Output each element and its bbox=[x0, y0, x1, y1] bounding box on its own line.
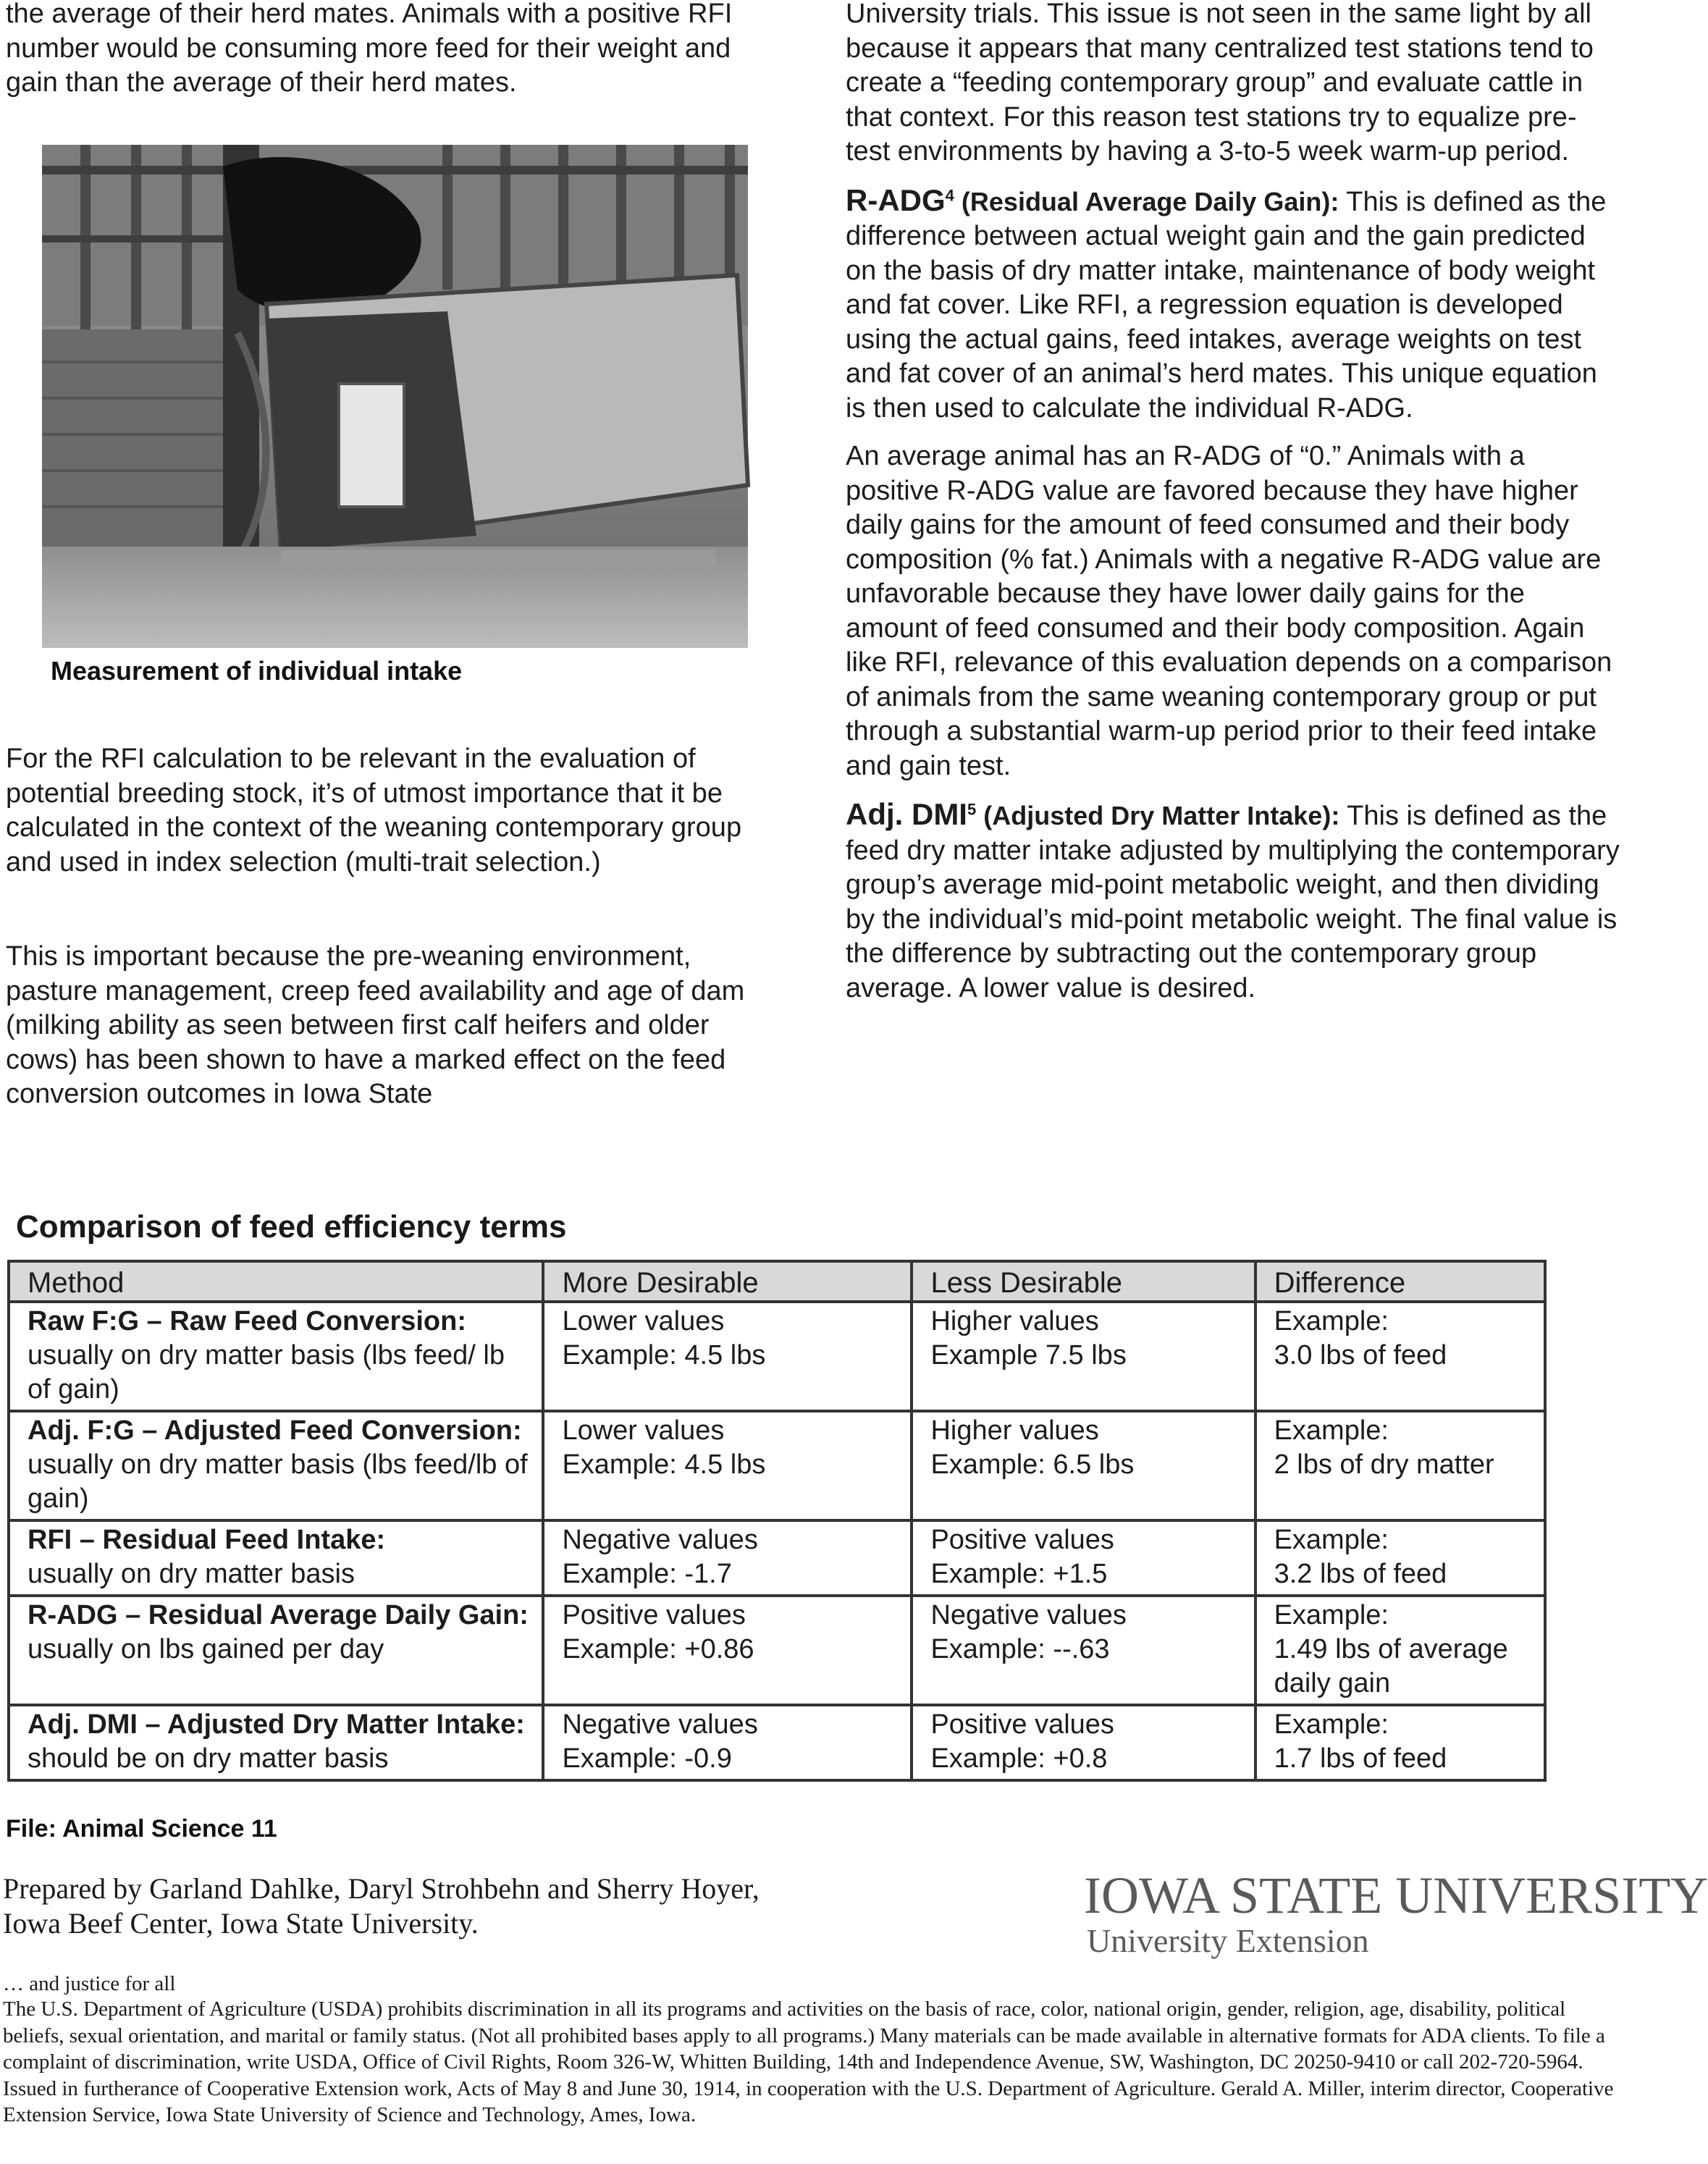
method-cell bbox=[9, 1596, 543, 1705]
logo-extension-name: University Extension bbox=[1087, 1922, 1369, 1959]
header-difference: Difference bbox=[1255, 1261, 1545, 1302]
less-desirable-value: Negative values bbox=[930, 1600, 1127, 1630]
file-label: File: Animal Science 11 bbox=[6, 1815, 277, 1843]
radg-definition-text: This is defined as the difference between actual weight gain and the gain predicted on the basis of dry matter intake, maintenance of body weight and fat cover. Like RFI, a regression equation is developed using the actual gains, feed intakes, average weights on test and fat cover of an animal’s herd mates. This unique equation is then used to calculate the individual R-ADG. bbox=[846, 186, 1607, 424]
less-desirable-value: Positive values bbox=[930, 1525, 1114, 1555]
more-desirable-example: Example: -0.9 bbox=[562, 1743, 732, 1774]
method-name: Adj. F:G – Adjusted Feed Conversion: bbox=[28, 1415, 522, 1446]
more-desirable-value: Negative values bbox=[562, 1525, 758, 1555]
more-desirable-cell bbox=[543, 1520, 912, 1596]
difference-cell bbox=[1255, 1520, 1545, 1596]
header-method: Method bbox=[9, 1261, 543, 1302]
difference-value: 1.7 lbs of feed bbox=[1274, 1743, 1447, 1774]
method-cell bbox=[9, 1705, 543, 1780]
rfi-relevance-paragraph: For the RFI calculation to be relevant in the evaluation of potential breeding stock, it’s of utmost importance that it be calculated in the context of the weaning contemporary group and used in index selection (multi-trait selection.) bbox=[6, 744, 742, 877]
difference-cell bbox=[1255, 1302, 1545, 1411]
prepared-by: Prepared by Garland Dahlke, Daryl Strohbehn and Sherry Hoyer, Iowa Beef Center, Iowa State University. bbox=[3, 1872, 760, 1940]
adj-dmi-term: Adj. DMI bbox=[846, 797, 967, 831]
method-name: RFI – Residual Feed Intake: bbox=[28, 1525, 386, 1555]
more-desirable-cell bbox=[543, 1705, 912, 1780]
method-name: R-ADG – Residual Average Daily Gain: bbox=[28, 1600, 529, 1630]
less-desirable-cell bbox=[912, 1302, 1255, 1411]
more-desirable-value: Lower values bbox=[562, 1306, 725, 1336]
less-desirable-value: Higher values bbox=[930, 1306, 1099, 1336]
right-continuation-paragraph: University trials. This issue is not seen in the same light by all because it appears that many centralized test stations tend to create a “feeding contemporary group” and evaluate cattle in that context. For this reason test stations try to equalize pre-test environments by having a 3-to-5 week warm-up period. bbox=[846, 0, 1594, 167]
difference-label: Example: bbox=[1274, 1525, 1389, 1555]
less-desirable-value: Positive values bbox=[930, 1709, 1114, 1740]
feeding-station-photo bbox=[42, 145, 748, 648]
method-note: usually on lbs gained per day bbox=[28, 1634, 384, 1664]
difference-value: 3.2 lbs of feed bbox=[1274, 1559, 1447, 1589]
header-less-desirable: Less Desirable bbox=[912, 1261, 1255, 1302]
less-desirable-example: Example 7.5 lbs bbox=[930, 1340, 1127, 1371]
more-desirable-example: Example: +0.86 bbox=[562, 1634, 754, 1664]
table-title: Comparison of feed efficiency terms bbox=[16, 1209, 567, 1245]
difference-value: 2 lbs of dry matter bbox=[1274, 1449, 1494, 1480]
justice-statement: … and justice for all bbox=[3, 1972, 176, 1995]
logo-university-name: IOWA STATE UNIVERSITY bbox=[1084, 1866, 1708, 1924]
less-desirable-value: Higher values bbox=[930, 1415, 1099, 1446]
difference-label: Example: bbox=[1274, 1306, 1389, 1336]
photo-caption: Measurement of individual intake bbox=[51, 656, 463, 686]
difference-value: 1.49 lbs of average daily gain bbox=[1274, 1634, 1508, 1698]
adj-dmi-term-expansion: (Adjusted Dry Matter Intake): bbox=[976, 801, 1340, 830]
difference-cell bbox=[1255, 1705, 1545, 1780]
radg-explanation-paragraph: An average animal has an R-ADG of “0.” Animals with a positive R-ADG value are favored because they have higher daily gains for the amount of feed consumed and their body composition (% fat.) Animals with a negative R-ADG value are unfavorable because they have lower daily gains for the amount of feed consumed and their body composition. Again like RFI, relevance of this evaluation depends on a comparison of animals from the same weaning contemporary group or put through a substantial warm-up period prior to their feed intake and gain test. bbox=[846, 441, 1612, 781]
less-desirable-example: Example: 6.5 lbs bbox=[930, 1449, 1135, 1480]
less-desirable-cell bbox=[912, 1596, 1255, 1705]
table-row bbox=[9, 1705, 1545, 1780]
iowa-state-university-extension-logo bbox=[1084, 1866, 1708, 1961]
method-note: usually on dry matter basis bbox=[28, 1559, 355, 1589]
method-note: usually on dry matter basis (lbs feed/ lb of gain) bbox=[28, 1340, 505, 1405]
more-desirable-example: Example: 4.5 lbs bbox=[562, 1449, 766, 1480]
table-row bbox=[9, 1520, 1545, 1596]
method-name: Adj. DMI – Adjusted Dry Matter Intake: bbox=[28, 1709, 525, 1740]
table-row bbox=[9, 1596, 1545, 1705]
radg-definition-paragraph bbox=[846, 183, 1620, 426]
less-desirable-cell bbox=[912, 1411, 1255, 1520]
less-desirable-cell bbox=[912, 1705, 1255, 1780]
header-more-desirable: More Desirable bbox=[543, 1261, 912, 1302]
more-desirable-cell bbox=[543, 1411, 912, 1520]
method-name: Raw F:G – Raw Feed Conversion: bbox=[28, 1306, 466, 1336]
more-desirable-value: Lower values bbox=[562, 1415, 725, 1446]
difference-cell bbox=[1255, 1411, 1545, 1520]
usda-nondiscrimination-statement: The U.S. Department of Agriculture (USDA) prohibits discrimination in all its programs and activities on the basis of race, color, national origin, gender, religion, age, disability, political beliefs, sexual orientation, and marital or family status. (Not all prohibited bases apply to all programs.) Many materials can be made available in alternative formats for ADA clients. To file a complaint of discrimination, write USDA, Office of Civil Rights, Room 326-W, Whitten Building, 14th and Independence Avenue, SW, Washington, DC 20250-9410 or call 202-720-5964. Issued in furtherance of Cooperative Extension work, Acts of May 8 and June 30, 1914, in cooperation with the U.S. Department of Agriculture. Gerald A. Miller, interim director, Cooperative Extension Service, Iowa State University of Science and Technology, Ames, Iowa. bbox=[3, 1997, 1614, 2126]
difference-value: 3.0 lbs of feed bbox=[1274, 1340, 1447, 1371]
method-cell bbox=[9, 1411, 543, 1520]
method-cell bbox=[9, 1520, 543, 1596]
more-desirable-value: Negative values bbox=[562, 1709, 758, 1740]
adj-dmi-definition-paragraph bbox=[846, 797, 1620, 1006]
less-desirable-example: Example: +0.8 bbox=[930, 1743, 1108, 1774]
method-note: should be on dry matter basis bbox=[28, 1743, 389, 1774]
left-column bbox=[6, 0, 762, 101]
difference-label: Example: bbox=[1274, 1709, 1389, 1740]
difference-label: Example: bbox=[1274, 1415, 1389, 1446]
table-row bbox=[9, 1302, 1545, 1411]
radg-term: R-ADG bbox=[846, 182, 946, 217]
difference-label: Example: bbox=[1274, 1600, 1389, 1630]
adj-dmi-footnote: 5 bbox=[967, 800, 977, 819]
more-desirable-example: Example: -1.7 bbox=[562, 1559, 732, 1589]
right-column bbox=[846, 0, 1620, 1006]
radg-term-expansion: (Residual Average Daily Gain): bbox=[954, 186, 1339, 216]
radg-footnote: 4 bbox=[945, 185, 954, 204]
more-desirable-cell bbox=[543, 1596, 912, 1705]
more-desirable-cell bbox=[543, 1302, 912, 1411]
comparison-table bbox=[7, 1260, 1547, 1782]
less-desirable-example: Example: +1.5 bbox=[930, 1559, 1108, 1589]
table-row bbox=[9, 1411, 1545, 1520]
less-desirable-example: Example: --.63 bbox=[930, 1634, 1110, 1664]
method-note: usually on dry matter basis (lbs feed/lb of gain) bbox=[28, 1449, 528, 1514]
left-intro-paragraph: the average of their herd mates. Animals with a positive RFI number would be consuming more feed for their weight and gain than the average of their herd mates. bbox=[6, 0, 733, 98]
more-desirable-example: Example: 4.5 lbs bbox=[562, 1340, 766, 1371]
method-cell bbox=[9, 1302, 543, 1411]
adj-dmi-definition-text: This is defined as the feed dry matter intake adjusted by multiplying the contemporary group’s average mid-point metabolic weight, and then dividing by the individual’s mid-point metabolic weight. The final value is the difference by subtracting out the contemporary group average. A lower value is desired. bbox=[846, 801, 1620, 1003]
less-desirable-cell bbox=[912, 1520, 1255, 1596]
table-header-row bbox=[9, 1261, 1545, 1302]
more-desirable-value: Positive values bbox=[562, 1600, 746, 1630]
difference-cell bbox=[1255, 1596, 1545, 1705]
environment-paragraph: This is important because the pre-weaning environment, pasture management, creep feed availability and age of dam (milking ability as seen between first calf heifers and older cows) has been shown to have a marked effect on the feed conversion outcomes in Iowa State bbox=[6, 941, 745, 1109]
